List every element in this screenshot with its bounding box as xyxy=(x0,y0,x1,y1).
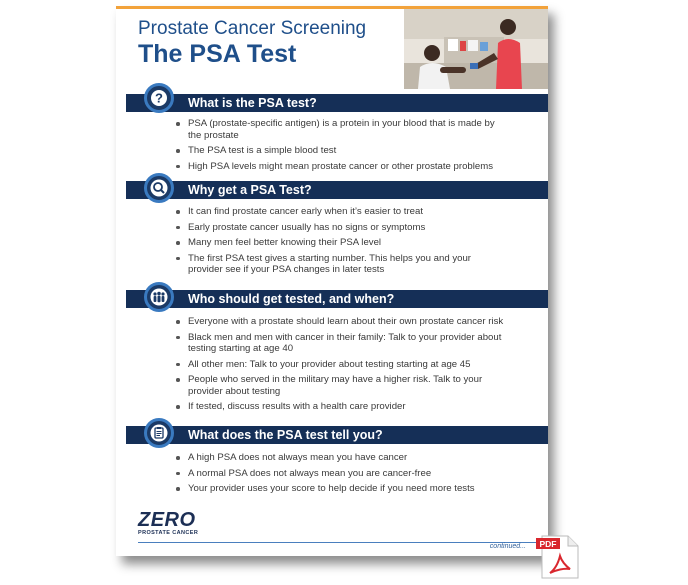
section-bullets-why xyxy=(174,206,504,280)
svg-text:?: ? xyxy=(155,90,163,106)
bullet-item: Your provider uses your score to help decide if you need more tests xyxy=(174,483,504,495)
bullet-item: PSA (prostate-specific antigen) is a protein in your blood that is made by the prostate xyxy=(174,118,504,141)
section-bullets-who xyxy=(174,316,504,417)
continued-label: continued... xyxy=(489,543,526,550)
section-bullets-what-is xyxy=(174,118,504,176)
bullet-item: The first PSA test gives a starting number. This helps you and your provider see if your PSA changes in later tests xyxy=(174,253,504,276)
logo-word: ZERO xyxy=(138,509,196,531)
people-icon xyxy=(144,282,174,312)
section-title: What does the PSA test tell you? xyxy=(188,428,383,442)
document-page xyxy=(116,6,548,556)
magnifier-icon xyxy=(144,173,174,203)
section-header-why xyxy=(126,181,548,199)
bullet-item: Early prostate cancer usually has no signs or symptoms xyxy=(174,222,504,234)
document-subtitle: Prostate Cancer Screening xyxy=(138,18,367,39)
section-title: Why get a PSA Test? xyxy=(188,183,312,197)
section-title: Who should get tested, and when? xyxy=(188,292,395,306)
bullet-item: All other men: Talk to your provider about testing starting at age 45 xyxy=(174,359,504,371)
bullet-item: If tested, discuss results with a health care provider xyxy=(174,401,504,413)
document-title: The PSA Test xyxy=(138,40,297,68)
bullet-item: Black men and men with cancer in their family: Talk to your provider about testing starting at age 40 xyxy=(174,332,504,355)
bullet-item: A normal PSA does not always mean you are cancer-free xyxy=(174,468,504,480)
pdf-label: PDF xyxy=(539,539,557,549)
question-icon xyxy=(144,83,174,113)
bullet-item: It can find prostate cancer early when it’s easier to treat xyxy=(174,206,504,218)
pdf-icon[interactable] xyxy=(536,534,582,580)
bullet-item: A high PSA does not always mean you have cancer xyxy=(174,452,504,464)
section-header-who xyxy=(126,290,548,308)
section-title: What is the PSA test? xyxy=(188,96,317,110)
logo-subtitle: PROSTATE CANCER xyxy=(138,530,199,536)
section-bullets-what-tells xyxy=(174,452,504,499)
bullet-item: The PSA test is a simple blood test xyxy=(174,145,504,157)
zero-logo xyxy=(138,510,198,536)
section-header-what-tells xyxy=(126,426,548,444)
bullet-item: Everyone with a prostate should learn about their own prostate cancer risk xyxy=(174,316,504,328)
bullet-item: People who served in the military may have a higher risk. Talk to your provider about testing xyxy=(174,374,504,397)
section-header-what-is xyxy=(126,94,548,112)
clipboard-icon xyxy=(144,418,174,448)
header-photo xyxy=(404,9,548,89)
bullet-item: Many men feel better knowing their PSA level xyxy=(174,237,504,249)
bullet-item: High PSA levels might mean prostate cancer or other prostate problems xyxy=(174,161,504,173)
footer-divider xyxy=(138,542,542,543)
